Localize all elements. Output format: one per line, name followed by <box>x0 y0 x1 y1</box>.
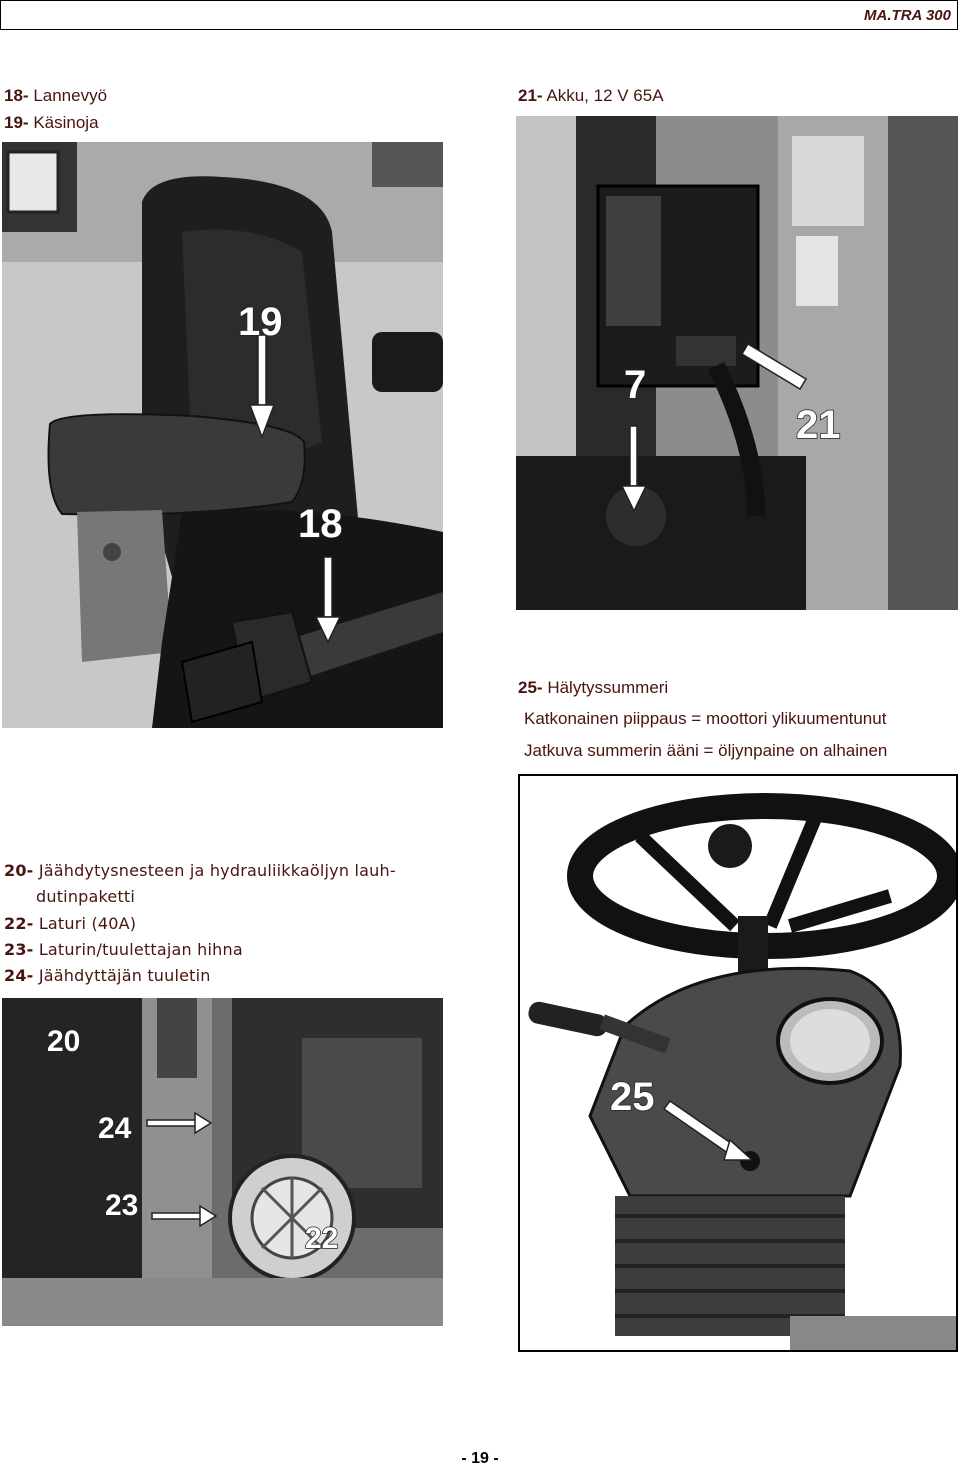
caption-belt: 23- Laturin/tuulettajan hihna <box>4 940 243 959</box>
caption-alarm-title: 25- Hälytyssummeri <box>518 678 669 697</box>
caption-battery: 21- Akku, 12 V 65A <box>518 86 664 105</box>
caption-cooler-pack-cont: dutinpaketti <box>36 887 136 906</box>
callout-23: 23 <box>105 1189 139 1222</box>
caption-alarm-line2: Jatkuva summerin ääni = öljynpaine on alhainen <box>524 741 888 760</box>
caption-armrest: 19- Käsinoja <box>4 113 99 132</box>
callout-21: 21 <box>796 403 841 447</box>
callout-7: 7 <box>624 363 647 407</box>
callout-20: 20 <box>47 1025 81 1058</box>
callout-19: 19 <box>238 300 283 344</box>
caption-alternator: 22- Laturi (40A) <box>4 914 137 933</box>
caption-alarm-line1: Katkonainen piippaus = moottori ylikuumentunut <box>524 709 887 728</box>
callout-22: 22 <box>305 1222 339 1255</box>
callout-24: 24 <box>98 1112 132 1145</box>
seat-photo <box>2 142 443 728</box>
caption-lumbar-support: 18- Lannevyö <box>4 86 108 105</box>
battery-photo <box>516 116 958 610</box>
caption-cooler-pack: 20- Jäähdytysnesteen ja hydrauliikkaöljyn lauh- <box>4 861 396 880</box>
steering-photo <box>518 774 958 1352</box>
document-code: MA.TRA 300 <box>864 7 951 24</box>
caption-fan: 24- Jäähdyttäjän tuuletin <box>4 966 211 985</box>
header-frame <box>0 0 958 30</box>
page-number: - 19 - <box>461 1450 499 1467</box>
engine-photo <box>2 998 443 1326</box>
callout-25: 25 <box>610 1075 655 1119</box>
callout-18: 18 <box>298 502 343 546</box>
